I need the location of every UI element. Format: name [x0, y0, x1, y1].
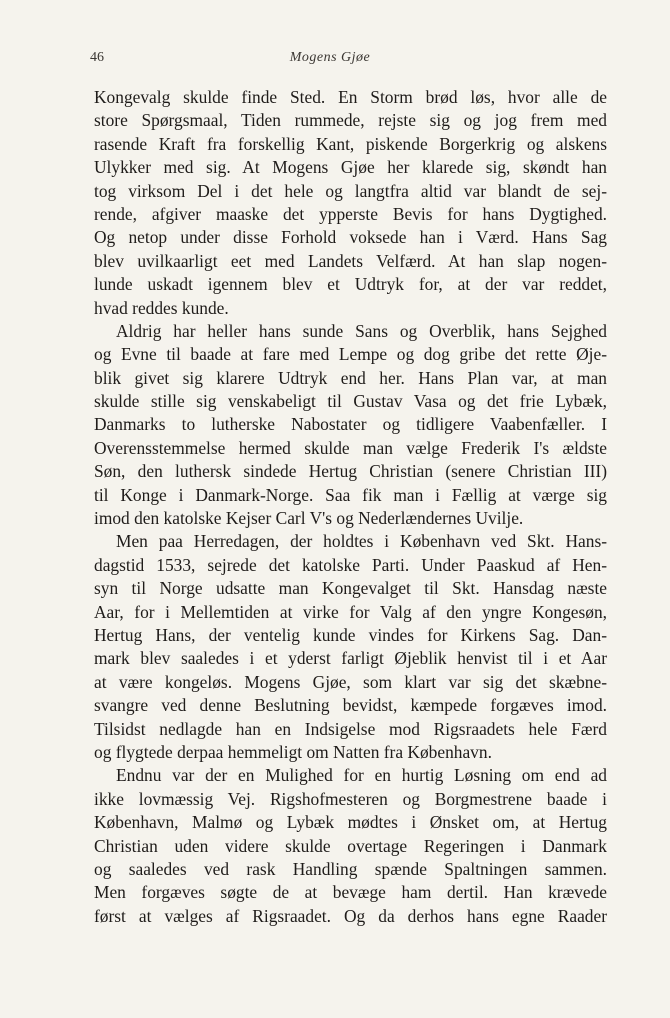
text-line: Endnu var der en Mulighed for en hurtig Løsning om end ad: [116, 765, 607, 786]
text-line: Christian uden videre skulde overtage Regeringen i Danmark: [94, 835, 607, 856]
text-line: svangre ved denne Beslutning bevidst, kæmpede forgæves imod.: [94, 695, 607, 716]
text-line: mark blev saaledes i et yderst farligt Øjeblik henvist til i et Aar: [94, 648, 607, 669]
text-line: at være kongeløs. Mogens Gjøe, som klart var sig det skæbne-: [94, 671, 607, 692]
text-line: rende, afgiver maaske det ypperste Bevis for hans Dygtighed.: [94, 203, 607, 224]
text-line: Overensstemmelse hermed skulde man vælge Frederik I's ældste: [94, 437, 607, 458]
text-line: København, Malmø og Lybæk mødtes i Ønsket om, at Hertug: [94, 812, 607, 833]
text-line: store Spørgsmaal, Tiden rummede, rejste sig og jog frem med: [94, 110, 607, 131]
page-header: [90, 50, 570, 72]
paragraph-1: [94, 86, 607, 320]
paragraph-4: [94, 764, 607, 928]
text-line: Danmarks to lutherske Nabostater og tidligere Vaabenfæller. I: [94, 414, 607, 435]
text-line: Men paa Herredagen, der holdtes i København ved Skt. Hans-: [116, 531, 607, 552]
text-line: dagstid 1533, sejrede det katolske Parti. Under Paaskud af Hen-: [94, 554, 607, 575]
text-line: skulde stille sig venskabeligt til Gustav Vasa og det frie Lybæk,: [94, 391, 607, 412]
paragraph-2: [94, 320, 607, 531]
text-line: blev uvilkaarligt eet med Landets Velfærd. At han slap nogen-: [94, 250, 607, 271]
text-line: Hertug Hans, der ventelig kunde vindes for Kirkens Sag. Dan-: [94, 624, 607, 645]
page-number: 46: [90, 50, 104, 65]
text-line: hvad reddes kunde.: [94, 297, 229, 318]
text-line: tog virksom Del i det hele og langtfra altid var blandt de sej-: [94, 180, 607, 201]
text-line: ikke lovmæssig Vej. Rigshofmesteren og Borgmestrene baade i: [94, 788, 607, 809]
text-line: til Konge i Danmark-Norge. Saa fik man i Fællig at værge sig: [94, 484, 607, 505]
text-line: Aar, for i Mellemtiden at virke for Valg af den yngre Kongesøn,: [94, 601, 607, 622]
text-line: Men forgæves søgte de at bevæge ham dertil. Han krævede: [94, 882, 607, 903]
text-line: lunde uskadt igennem blev et Udtryk for, at der var reddet,: [94, 274, 607, 295]
text-line: blik givet sig klarere Udtryk end her. Hans Plan var, at man: [94, 367, 607, 388]
text-line: og saaledes ved rask Handling spænde Spaltningen sammen.: [94, 858, 607, 879]
text-line: Søn, den luthersk sindede Hertug Christian (senere Christian III): [94, 461, 607, 482]
text-line: syn til Norge udsatte man Kongevalget til Skt. Hansdag næste: [94, 578, 607, 599]
text-line: og Evne til baade at fare med Lempe og dog gribe det rette Øje-: [94, 344, 607, 365]
text-line: Tilsidst nedlagde han en Indsigelse mod Rigsraadets hele Færd: [94, 718, 607, 739]
running-title: Mogens Gjøe: [289, 50, 371, 65]
text-line: rasende Kraft fra forskellig Kant, piskende Borgerkrig og alskens: [94, 133, 607, 154]
text-line: Kongevalg skulde finde Sted. En Storm brød løs, hvor alle de: [94, 87, 607, 107]
body-text: [94, 86, 607, 928]
text-line: Ulykker med sig. At Mogens Gjøe her klarede sig, skøndt han: [94, 157, 607, 178]
text-line: og flygtede derpaa hemmeligt om Natten fra København.: [94, 741, 492, 762]
paragraph-3: [94, 530, 607, 764]
text-line: Og netop under disse Forhold voksede han i Værd. Hans Sag: [94, 227, 607, 248]
text-line: Aldrig har heller hans sunde Sans og Overblik, hans Sejghed: [116, 320, 607, 341]
text-line: imod den katolske Kejser Carl V's og Nederlændernes Uvilje.: [94, 508, 524, 529]
text-line: først at vælges af Rigsraadet. Og da derhos hans egne Raader: [94, 905, 607, 926]
